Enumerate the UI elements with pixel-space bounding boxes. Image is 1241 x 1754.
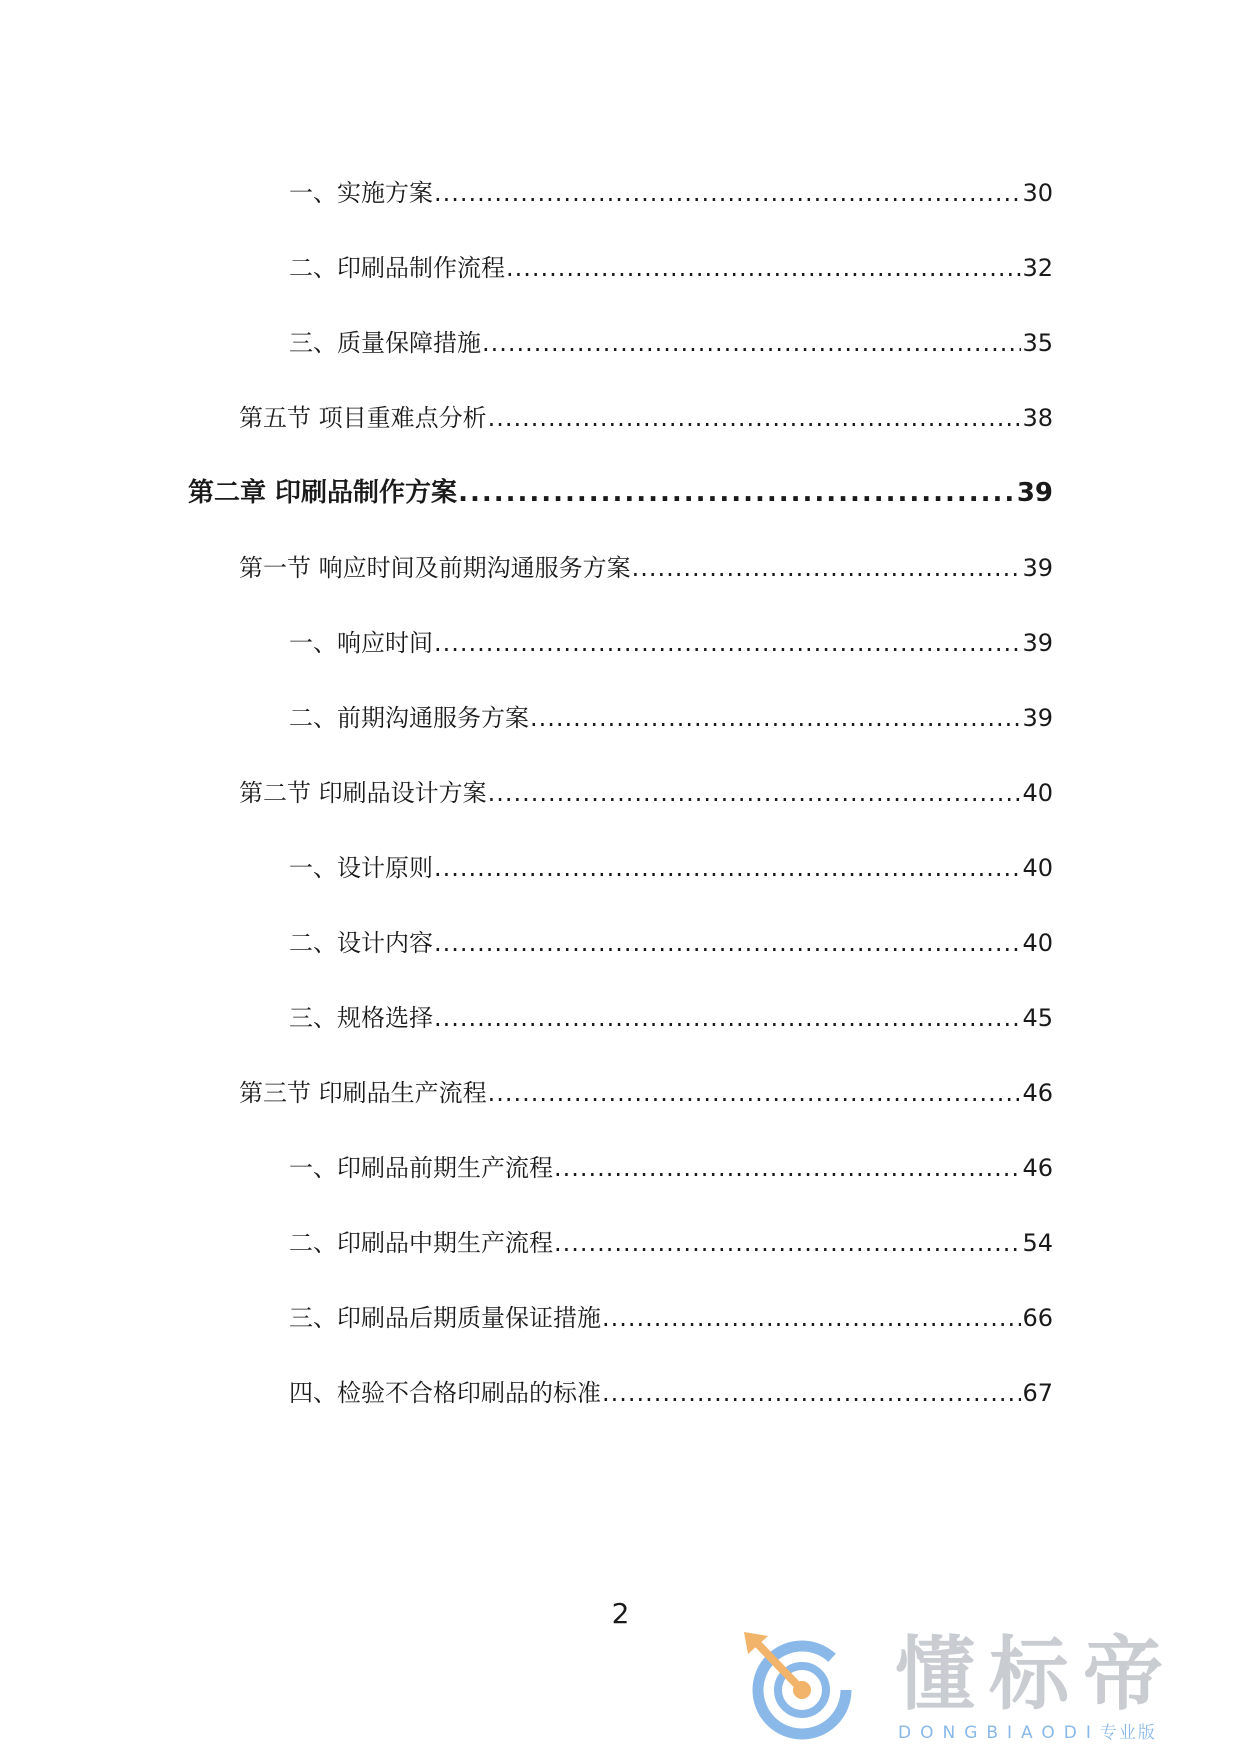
toc-entry[interactable] [289, 251, 1053, 285]
toc-entry[interactable] [289, 701, 1053, 735]
toc-entry-title: 一、响应时间 [289, 629, 433, 657]
toc-dot-leader [434, 176, 1021, 210]
toc-entry-page: 39 [1022, 629, 1053, 657]
toc-dot-leader [602, 1376, 1021, 1410]
toc-entry-page: 39 [1022, 554, 1053, 582]
toc-entry[interactable] [289, 851, 1053, 885]
toc-entry-title: 第五节 项目重难点分析 [239, 404, 487, 432]
toc-entry[interactable] [289, 626, 1053, 660]
toc-dot-leader [530, 701, 1021, 735]
toc-dot-leader [434, 926, 1021, 960]
toc-dot-leader [434, 851, 1021, 885]
toc-entry[interactable] [239, 551, 1053, 585]
toc-entry-page: 39 [1016, 478, 1053, 508]
toc-entry-title: 二、印刷品制作流程 [289, 254, 505, 282]
toc-entry-title: 第二节 印刷品设计方案 [239, 779, 487, 807]
toc-dot-leader [488, 1076, 1022, 1110]
toc-entry-page: 46 [1022, 1154, 1053, 1182]
toc-entry-page: 35 [1022, 329, 1053, 357]
toc-entry-page: 46 [1022, 1079, 1053, 1107]
toc-dot-leader [488, 401, 1022, 435]
toc-entry-title: 二、设计内容 [289, 929, 433, 957]
toc-entry[interactable] [289, 176, 1053, 210]
watermark-edition: 专业版 [1099, 1723, 1157, 1743]
toc-dot-leader [602, 1301, 1021, 1335]
toc-entry[interactable] [289, 326, 1053, 360]
toc-entry[interactable] [239, 401, 1053, 435]
toc-entry-title: 第一节 响应时间及前期沟通服务方案 [239, 554, 631, 582]
toc-dot-leader [554, 1226, 1021, 1260]
toc-dot-leader [488, 776, 1022, 810]
toc-entry-page: 40 [1022, 929, 1053, 957]
toc-entry[interactable] [239, 776, 1053, 810]
toc-entry[interactable] [289, 1226, 1053, 1260]
toc-entry-page: 67 [1022, 1379, 1053, 1407]
toc-entry-page: 38 [1022, 404, 1053, 432]
toc-dot-leader [458, 476, 1016, 510]
toc-entry-title: 三、规格选择 [289, 1004, 433, 1032]
toc-entry-page: 66 [1022, 1304, 1053, 1332]
watermark-pinyin [898, 1722, 1157, 1744]
toc-entry-page: 32 [1022, 254, 1053, 282]
toc-entry-title: 第二章 印刷品制作方案 [188, 478, 458, 508]
toc-entry[interactable] [239, 1076, 1053, 1110]
page-number: 2 [611, 1597, 630, 1630]
toc-dot-leader [434, 626, 1021, 660]
toc-dot-leader [506, 251, 1021, 285]
toc-entry-page: 39 [1022, 704, 1053, 732]
toc-entry-title: 四、检验不合格印刷品的标准 [289, 1379, 601, 1407]
toc-entry-title: 三、质量保障措施 [289, 329, 481, 357]
toc-entry[interactable] [289, 1001, 1053, 1035]
toc-entry-title: 一、实施方案 [289, 179, 433, 207]
toc-entry-page: 45 [1022, 1004, 1053, 1032]
toc-entry[interactable] [289, 1151, 1053, 1185]
toc-dot-leader [434, 1001, 1021, 1035]
toc-entry[interactable] [289, 926, 1053, 960]
toc-entry-page: 30 [1022, 179, 1053, 207]
toc-entry-title: 二、印刷品中期生产流程 [289, 1229, 553, 1257]
toc-entry-title: 一、印刷品前期生产流程 [289, 1154, 553, 1182]
toc-entry[interactable] [289, 1301, 1053, 1335]
toc-entry-title: 一、设计原则 [289, 854, 433, 882]
toc-dot-leader [482, 326, 1021, 360]
toc-entry-title: 二、前期沟通服务方案 [289, 704, 529, 732]
toc-chapter-entry[interactable] [188, 476, 1053, 510]
toc-entry[interactable] [289, 1376, 1053, 1410]
watermark-name: 懂标帝 [895, 1628, 1177, 1721]
toc-entry-title: 三、印刷品后期质量保证措施 [289, 1304, 601, 1332]
target-arrow-icon [740, 1628, 865, 1743]
watermark-pinyin-text: DONGBIAODI [898, 1723, 1100, 1743]
toc-entry-page: 40 [1022, 779, 1053, 807]
toc-dot-leader [554, 1151, 1021, 1185]
watermark-logo [740, 1618, 1220, 1748]
toc-dot-leader [632, 551, 1022, 585]
toc-entry-page: 54 [1022, 1229, 1053, 1257]
toc-entry-title: 第三节 印刷品生产流程 [239, 1079, 487, 1107]
toc-entry-page: 40 [1022, 854, 1053, 882]
